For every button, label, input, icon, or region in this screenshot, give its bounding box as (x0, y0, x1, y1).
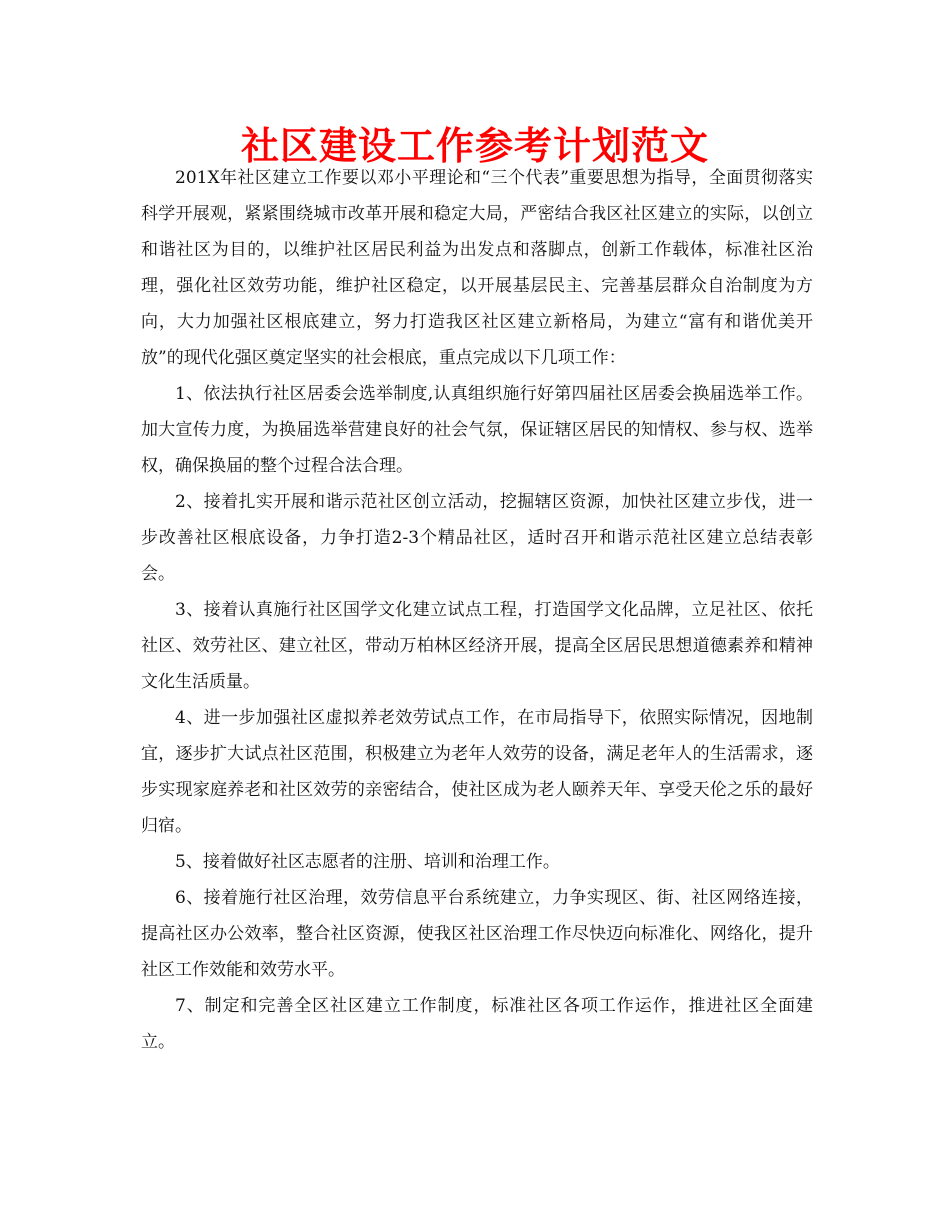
list-item-1: 1、依法执行社区居委会选举制度,认真组织施行好第四届社区居委会换届选举工作。加大宣传力度，为换届选举营建良好的社会气氛，保证辖区居民的知情权、参与权、选举权，确保换届的整个过程合法合理。 (141, 384, 813, 476)
list-item-7: 7、制定和完善全区社区建立工作制度，标准社区各项工作运作，推进社区全面建立。 (141, 996, 813, 1052)
list-item-3: 3、接着认真施行社区国学文化建立试点工程，打造国学文化品牌，立足社区、依托社区、效劳社区、建立社区，带动万柏林区经济开展，提高全区居民思想道德素养和精神文化生活质量。 (141, 600, 813, 692)
intro-paragraph: 201X年社区建立工作要以邓小平理论和“三个代表”重要思想为指导，全面贯彻落实科学开展观，紧紧围绕城市改革开展和稳定大局，严密结合我区社区建立的实际，以创立和谐社区为目的，以维护社区居民利益为出发点和落脚点，创新工作载体，标准社区治理，强化社区效劳功能，维护社区稳定，以开展基层民主、完善基层群众自治制度为方向，大力加强社区根底建立，努力打造我区社区建立新格局，为建立“富有和谐优美开放”的现代化强区奠定坚实的社会根底，重点完成以下几项工作： (141, 168, 813, 368)
document-body (141, 160, 813, 1060)
list-item-5: 5、接着做好社区志愿者的注册、培训和治理工作。 (175, 852, 560, 872)
list-item-2: 2、接着扎实开展和谐示范社区创立活动，挖掘辖区资源，加快社区建立步伐，进一步改善社区根底设备，力争打造2-3个精品社区，适时召开和谐示范社区建立总结表彰会。 (141, 492, 813, 584)
list-item-4: 4、进一步加强社区虚拟养老效劳试点工作，在市局指导下，依照实际情况，因地制宜，逐步扩大试点社区范围，积极建立为老年人效劳的设备，满足老年人的生活需求，逐步实现家庭养老和社区效劳的亲密结合，使社区成为老人颐养天年、享受天伦之乐的最好归宿。 (141, 708, 813, 836)
list-item-6: 6、接着施行社区治理，效劳信息平台系统建立，力争实现区、街、社区网络连接，提高社区办公效率，整合社区资源，使我区社区治理工作尽快迈向标准化、网络化，提升社区工作效能和效劳水平。 (141, 888, 813, 980)
document-title: 社区建设工作参考计划范文 (240, 123, 709, 168)
